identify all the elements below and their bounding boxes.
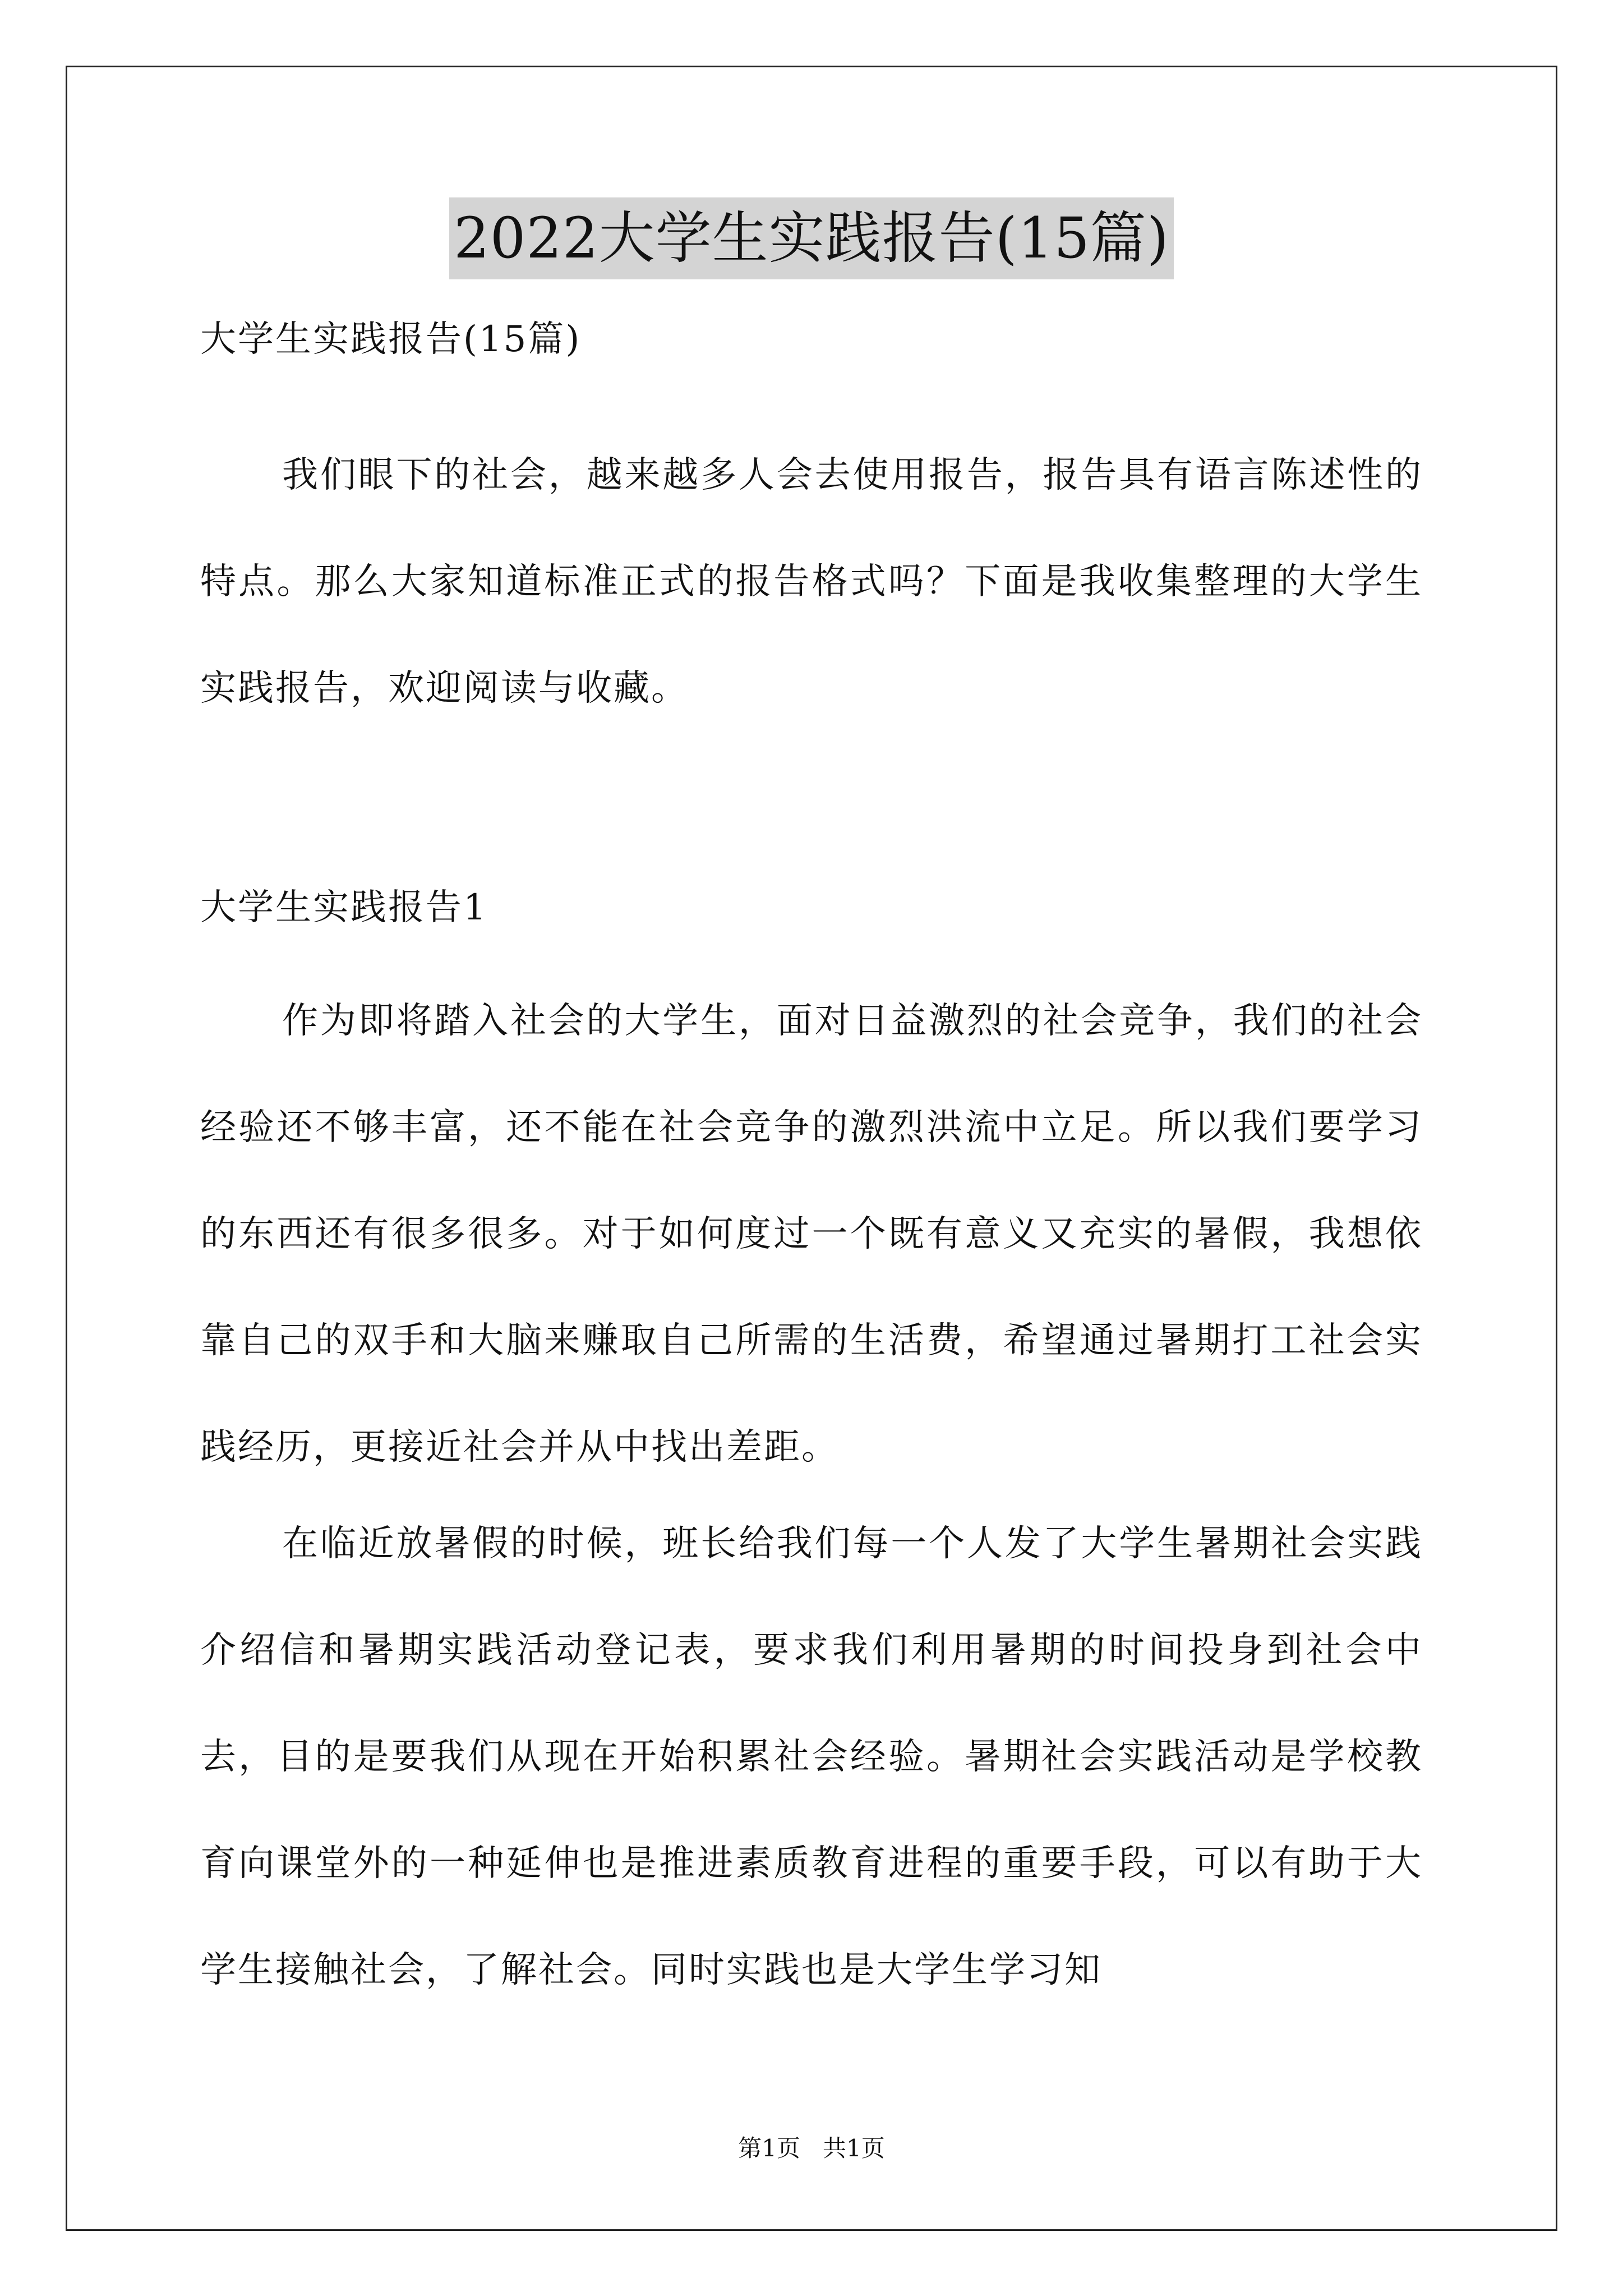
document-title-text: 2022大学生实践报告(15篇) — [449, 197, 1174, 279]
intro-paragraph: 我们眼下的社会，越来越多人会去使用报告，报告具有语言陈述性的特点。那么大家知道标准正式的报告格式吗？下面是我收集整理的大学生实践报告，欢迎阅读与收藏。 — [200, 454, 1423, 709]
document-subtitle: 大学生实践报告(15篇) — [200, 319, 582, 360]
section-1-heading-block — [200, 882, 1423, 933]
section-paragraph: 在临近放暑假的时候，班长给我们每一个人发了大学生暑期社会实践介绍信和暑期实践活动登记表，要求我们利用暑期的时间投身到社会中去，目的是要我们从现在开始积累社会经验。暑期社会实践活动是学校教育向课堂外的一种延伸也是推进素质教育进程的重要手段，可以有助于大学生接触社会，了解社会。同时实践也是大学生学习知 — [200, 1523, 1423, 1991]
section-1-paragraph-1-block — [200, 968, 1423, 1501]
document-subtitle-block — [200, 314, 1423, 365]
section-heading: 大学生实践报告1 — [200, 887, 488, 928]
document-title — [0, 197, 1623, 279]
section-1-paragraph-2-block — [200, 1490, 1423, 2023]
section-paragraph: 作为即将踏入社会的大学生，面对日益激烈的社会竞争，我们的社会经验还不够丰富，还不能在社会竞争的激烈洪流中立足。所以我们要学习的东西还有很多很多。对于如何度过一个既有意义又充实的暑假，我想依靠自己的双手和大脑来赚取自己所需的生活费，希望通过暑期打工社会实践经历，更接近社会并从中找出差距。 — [200, 1000, 1423, 1468]
page-footer: 第1页 共1页 — [738, 2134, 885, 2162]
intro-block — [200, 422, 1423, 742]
